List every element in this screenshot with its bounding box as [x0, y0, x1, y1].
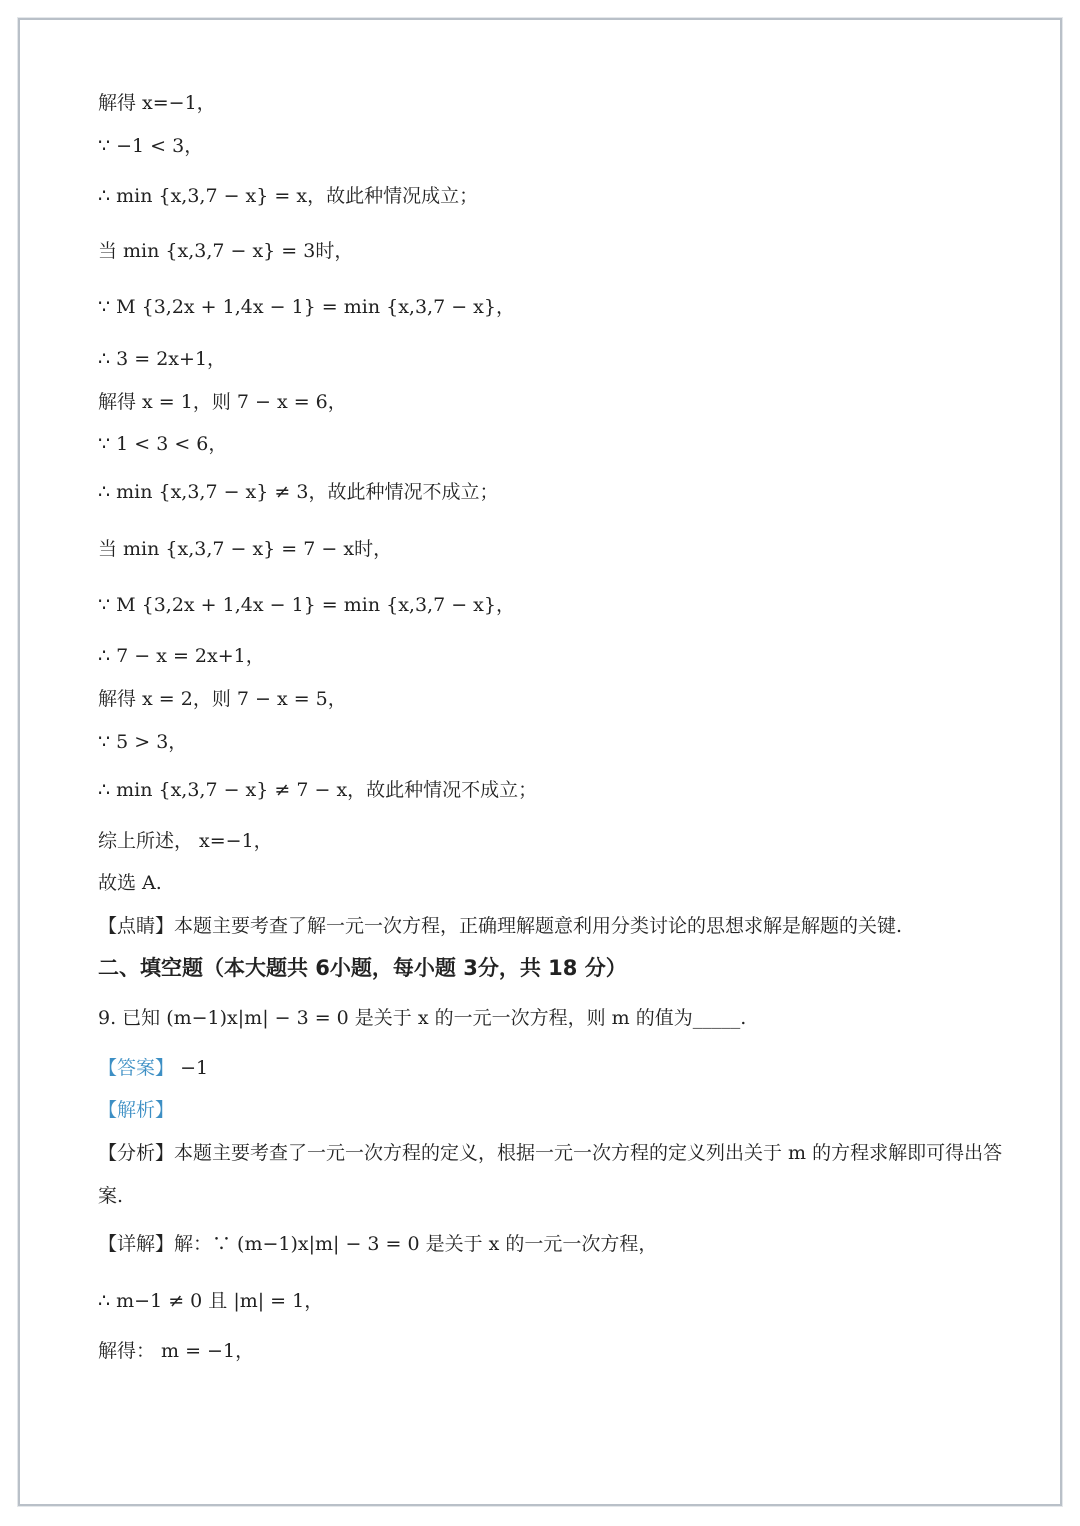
solution-line: 当 min {x,3,7 − x} = 7 − x时， [98, 538, 393, 560]
section-heading: 二、填空题（本大题共 6小题，每小题 3分，共 18 分） [98, 956, 627, 980]
solution-line: ∵ 5 > 3， [98, 731, 188, 753]
answer-line [98, 1055, 208, 1081]
answer-tag: 【答案】 [98, 1057, 175, 1079]
solution-line: 综上所述， x=−1， [98, 830, 273, 852]
solution-line: ∴ 7 − x = 2x+1， [98, 645, 265, 667]
step-line: ∴ m−1 ≠ 0 且 |m| = 1， [98, 1290, 324, 1312]
solution-line: 解得 x = 2，则 7 − x = 5， [98, 688, 347, 710]
question-9: 9. 已知 (m−1)x|m| − 3 = 0 是关于 x 的一元一次方程，则 m 的值为_____. [98, 1007, 747, 1029]
analysis-text-continued: 案. [98, 1185, 124, 1207]
solution-line: ∴ 3 = 2x+1， [98, 348, 227, 370]
analysis-tag: 【解析】 [98, 1099, 175, 1121]
step-line: 解得： m = −1， [98, 1340, 255, 1362]
solution-line: ∵ −1 < 3， [98, 135, 204, 157]
detail-line: 【详解】解：∵ (m−1)x|m| − 3 = 0 是关于 x 的一元一次方程， [98, 1233, 658, 1255]
solution-line: 解得 x = 1，则 7 − x = 6， [98, 391, 347, 413]
answer-value: −1 [180, 1057, 209, 1079]
solution-line: ∵ M {3,2x + 1,4x − 1} = min {x,3,7 − x}， [98, 594, 515, 616]
solution-line: 故选 A. [98, 872, 162, 894]
comment-line: 【点睛】本题主要考查了解一元一次方程，正确理解题意利用分类讨论的思想求解是解题的关键. [98, 915, 903, 937]
solution-line: 解得 x=−1， [98, 92, 216, 114]
analysis-text: 【分析】本题主要考查了一元一次方程的定义，根据一元一次方程的定义列出关于 m 的方程求解即可得出答 [98, 1142, 1003, 1164]
solution-line: ∴ min {x,3,7 − x} ≠ 7 − x，故此种情况不成立； [98, 779, 538, 801]
solution-line: ∴ min {x,3,7 − x} = x，故此种情况成立； [98, 185, 479, 207]
solution-line: ∵ 1 < 3 < 6， [98, 433, 228, 455]
solution-line: 当 min {x,3,7 − x} = 3时， [98, 240, 354, 262]
solution-line: ∴ min {x,3,7 − x} ≠ 3，故此种情况不成立； [98, 481, 499, 503]
solution-line: ∵ M {3,2x + 1,4x − 1} = min {x,3,7 − x}， [98, 296, 515, 318]
